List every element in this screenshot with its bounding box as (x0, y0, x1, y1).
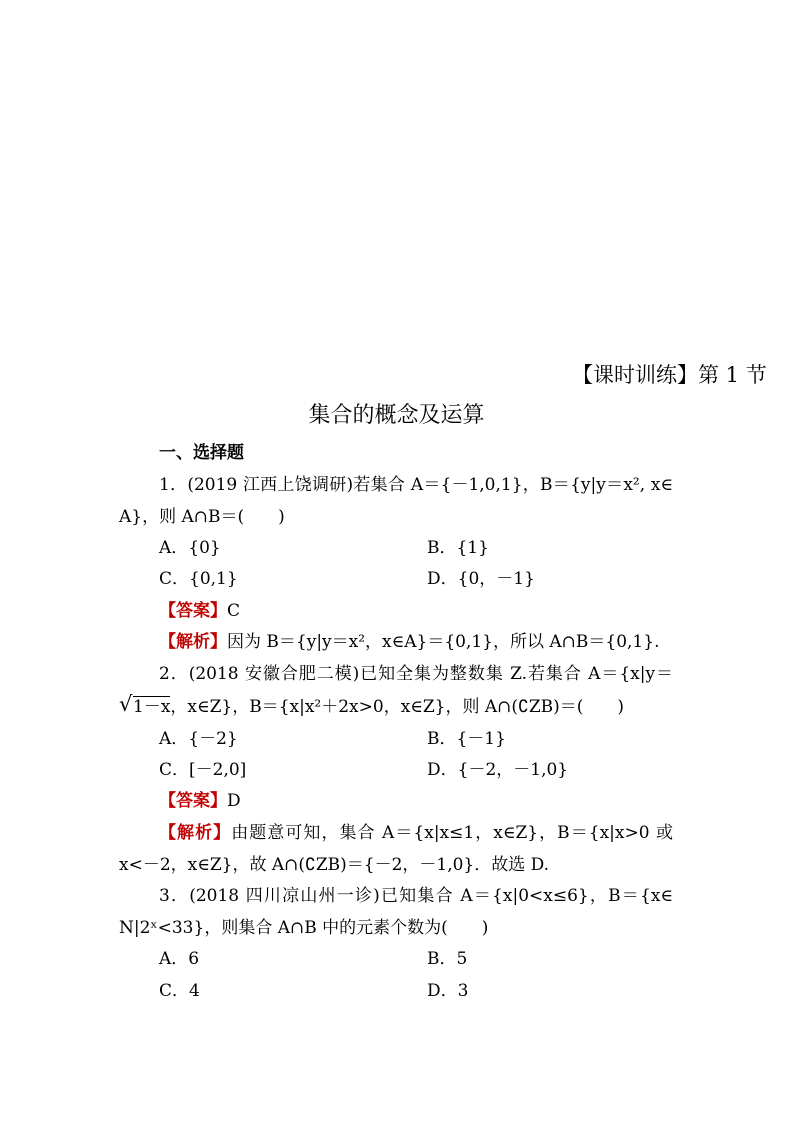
q1-answer (159, 601, 240, 621)
q2-answer (159, 791, 241, 811)
q2-analysis-text1: 由题意可知，集合 A＝{x|x≤1，x∈Z}，B＝{x|x>0 或 (231, 823, 674, 843)
answer-tag: 【答案】 (159, 791, 227, 811)
q1-answer-value: C (227, 601, 241, 621)
q1-option-b: B．{1} (427, 538, 489, 558)
q1-option-a: A．{0} (159, 538, 221, 558)
q2-option-a: A．{－2} (159, 729, 238, 749)
sqrt-expression (119, 692, 171, 717)
q2-option-b: B．{－1} (427, 729, 506, 749)
q2-stem-line2 (119, 692, 673, 717)
q2-analysis-line2: x<－2，x∈Z}，故 A∩(∁ZB)＝{－2，－1,0}．故选 D. (119, 855, 550, 875)
q3-option-d: D．3 (427, 981, 469, 1001)
section-title: 【课时训练】第 1 节 (572, 363, 767, 387)
analysis-tag: 【解析】 (159, 823, 232, 843)
q2-stem-line2-rest: ，x∈Z}，B＝{x|x²＋2x>0，x∈Z}，则 A∩(∁ZB)＝( ) (170, 697, 625, 717)
q2-option-d: D．{－2，－1,0} (427, 760, 569, 780)
q3-option-a: A．6 (159, 949, 200, 969)
q1-option-d: D．{0，－1} (427, 569, 535, 589)
topic-title: 集合的概念及运算 (308, 403, 485, 428)
q3-stem-line1: 3．(2018 四川凉山州一诊)已知集合 A＝{x|0<x≤6}，B＝{x∈ (159, 886, 673, 906)
section-heading: 一、选择题 (159, 443, 244, 463)
q1-analysis-text: 因为 B＝{y|y＝x²，x∈A}＝{0,1}，所以 A∩B＝{0,1}. (227, 632, 660, 652)
q1-stem-line2: A}，则 A∩B＝( ) (119, 507, 285, 527)
sqrt-sign-icon: √ (119, 692, 133, 716)
q2-analysis-line1 (159, 823, 673, 843)
analysis-tag: 【解析】 (159, 632, 227, 652)
q1-option-c: C．{0,1} (159, 569, 238, 589)
q3-stem-line2: N|2ˣ<33}，则集合 A∩B 中的元素个数为( ) (119, 918, 489, 938)
q3-option-c: C．4 (159, 981, 200, 1001)
q2-stem-line1: 2．(2018 安徽合肥二模)已知全集为整数集 Z.若集合 A＝{x|y＝ (159, 664, 673, 684)
answer-tag: 【答案】 (159, 601, 227, 621)
q2-option-c: C．[－2,0] (159, 760, 247, 780)
q2-answer-value: D (227, 791, 241, 811)
q1-analysis (159, 632, 659, 652)
q1-stem-line1: 1．(2019 江西上饶调研)若集合 A＝{－1,0,1}，B＝{y|y＝x², x∈ (159, 475, 673, 495)
sqrt-radicand: 1－x (133, 697, 171, 717)
q3-option-b: B．5 (427, 949, 468, 969)
